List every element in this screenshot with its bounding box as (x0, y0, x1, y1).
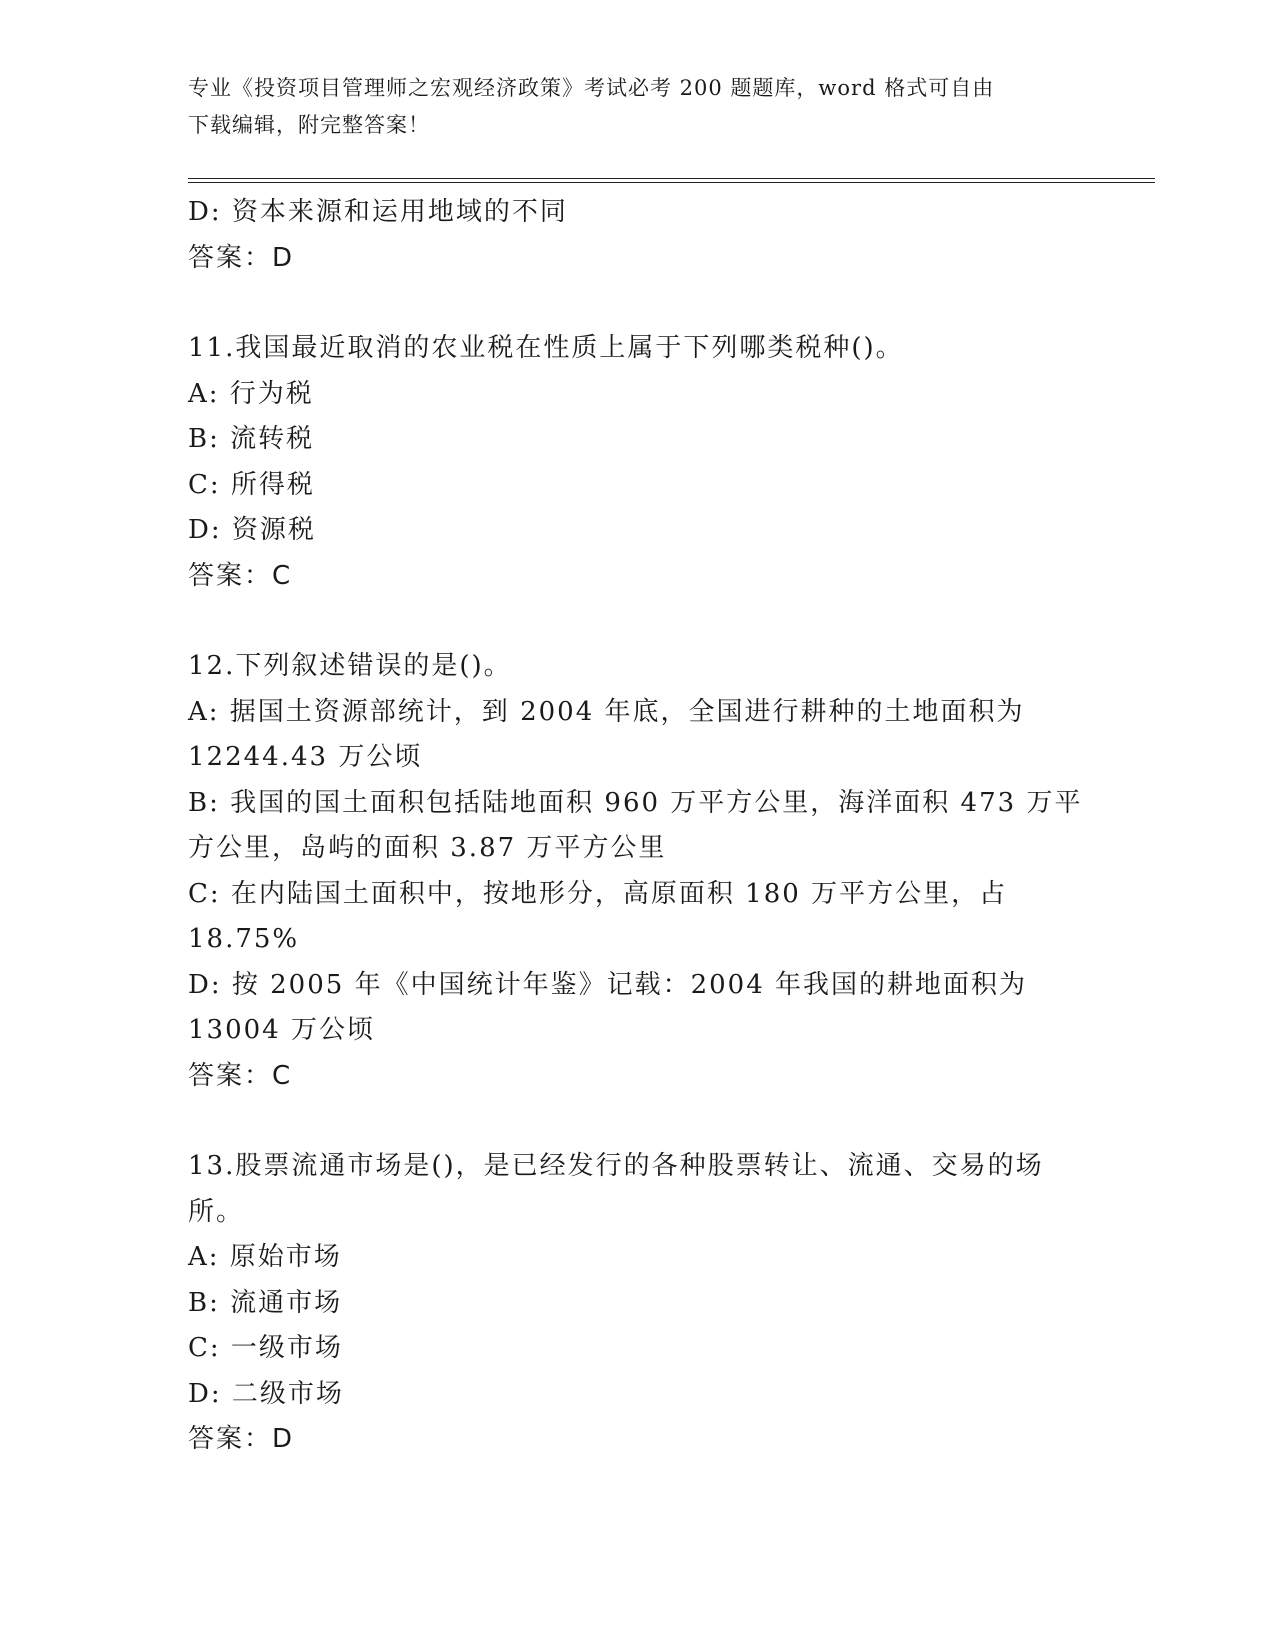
option-d: D: 按 2005 年《中国统计年鉴》记载：2004 年我国的耕地面积为 (188, 969, 1028, 1000)
carryover-answer: 答案：D (188, 242, 295, 273)
question-stem-continued: 所。 (188, 1196, 245, 1227)
question-stem: 11.我国最近取消的农业税在性质上属于下列哪类税种()。 (188, 333, 904, 363)
option-c: C: 所得税 (188, 469, 315, 500)
spacer (188, 599, 1088, 644)
header-divider-top (188, 178, 1155, 179)
question-11 (188, 326, 1088, 599)
option-b-continued: 方公里，岛屿的面积 3.87 万平方公里 (188, 833, 667, 863)
document-header (188, 70, 1088, 144)
question-13 (188, 1144, 1088, 1463)
question-stem: 13.股票流通市场是()，是已经发行的各种股票转让、流通、交易的场 (188, 1151, 1044, 1181)
question-stem: 12.下列叙述错误的是()。 (188, 651, 512, 681)
option-c-continued: 18.75% (188, 924, 300, 954)
answer: 答案：C (188, 1060, 293, 1091)
option-c: C: 在内陆国土面积中，按地形分，高原面积 180 万平方公里，占 (188, 878, 1008, 909)
header-line-2: 下载编辑，附完整答案！ (188, 113, 430, 137)
option-d: D: 二级市场 (188, 1378, 344, 1409)
option-d-continued: 13004 万公顷 (188, 1015, 375, 1045)
option-a: A: 原始市场 (188, 1242, 342, 1272)
carryover-option-d: D: 资本来源和运用地域的不同 (188, 197, 568, 227)
header-divider-bottom (188, 182, 1155, 183)
option-d: D: 资源税 (188, 515, 316, 545)
option-a: A: 据国土资源部统计，到 2004 年底，全国进行耕种的土地面积为 (188, 696, 1025, 727)
question-12 (188, 644, 1088, 1099)
option-b: B: 流通市场 (188, 1287, 343, 1318)
answer: 答案：C (188, 560, 293, 591)
option-a-continued: 12244.43 万公顷 (188, 742, 423, 772)
answer: 答案：D (188, 1424, 295, 1454)
option-c: C: 一级市场 (188, 1333, 343, 1363)
spacer (188, 281, 1088, 326)
spacer (188, 1099, 1088, 1144)
header-line-1: 专业《投资项目管理师之宏观经济政策》考试必考 200 题题库，word 格式可自由 (188, 76, 995, 100)
option-b: B: 我国的国土面积包括陆地面积 960 万平方公里，海洋面积 473 万平 (188, 787, 1083, 818)
option-b: B: 流转税 (188, 424, 315, 454)
document-body (188, 190, 1088, 1463)
option-a: A: 行为税 (188, 378, 314, 409)
